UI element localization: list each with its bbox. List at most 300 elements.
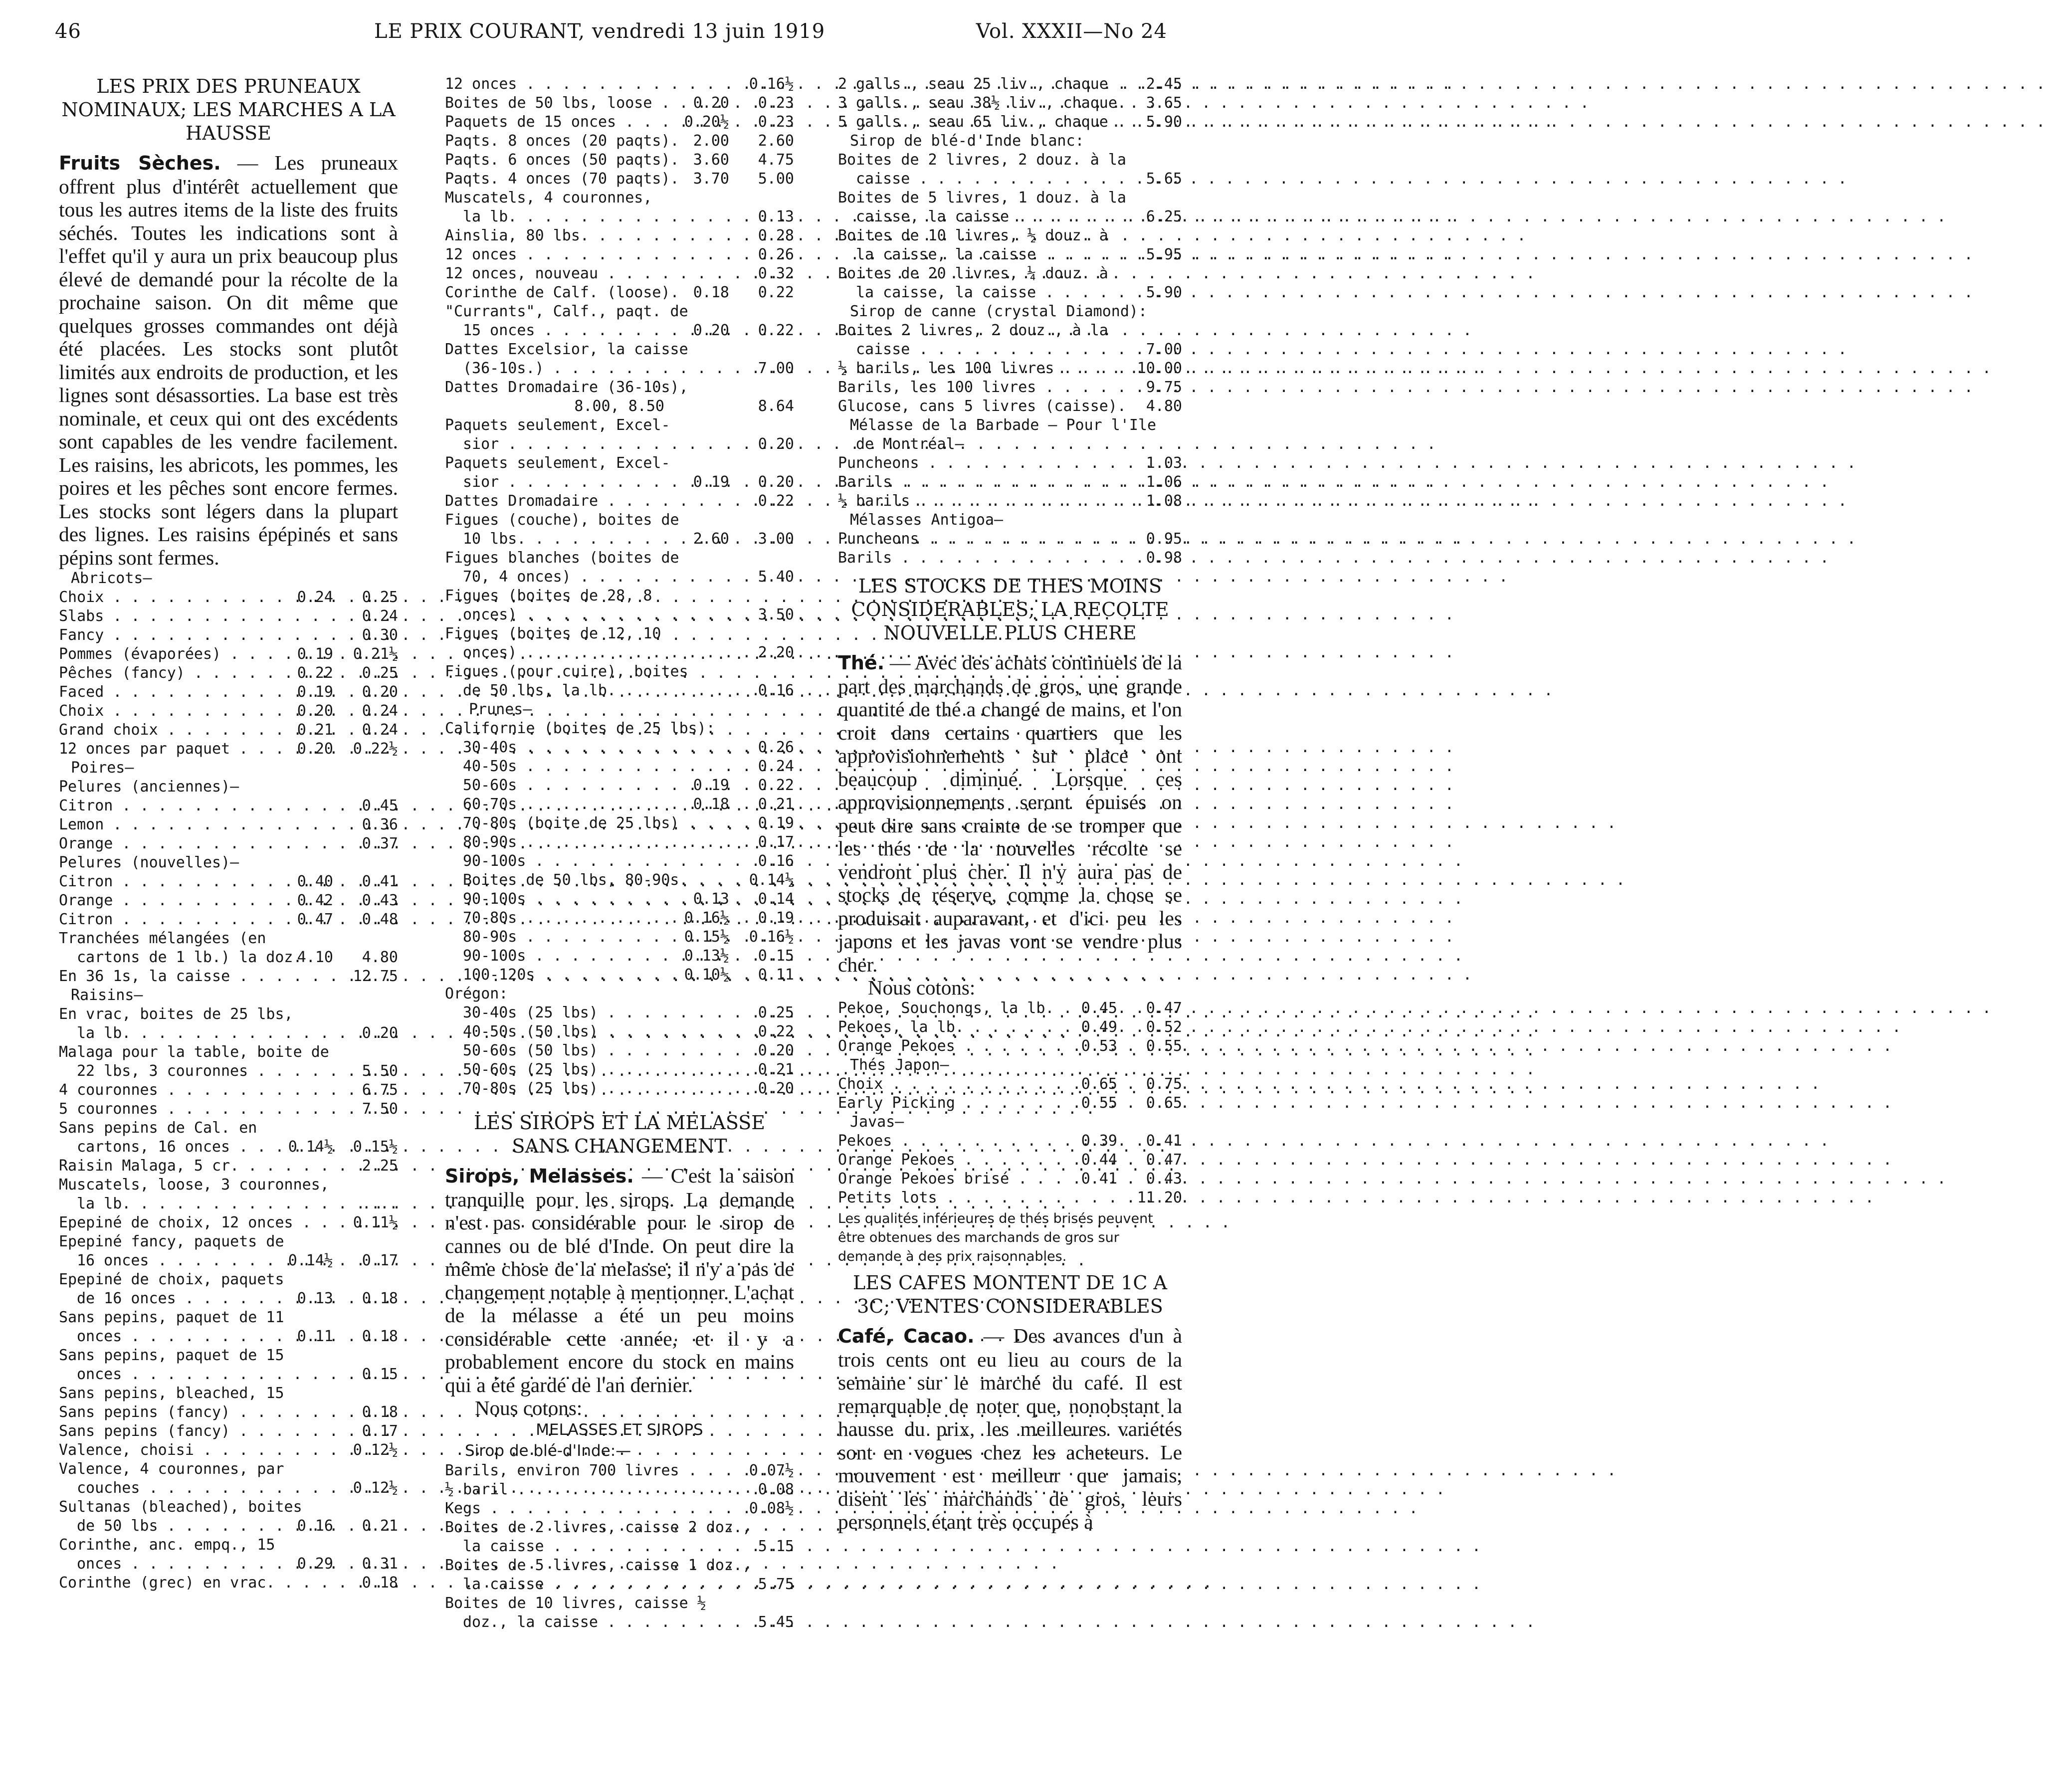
price-row xyxy=(59,1517,398,1536)
price-row xyxy=(838,132,1182,151)
article-body xyxy=(59,151,398,569)
item-label: Mélasse de la Barbade — Pour l'Ile xyxy=(850,416,1157,434)
price-row xyxy=(445,416,794,435)
price-high: 0.32 xyxy=(758,265,794,282)
price-high: 0.12½ xyxy=(353,1479,398,1497)
item-label: Epepiné de choix, 12 onces . . . xyxy=(59,1213,268,1232)
price-low: 0.49 xyxy=(1081,1018,1117,1036)
price-low: 0.19 xyxy=(693,473,729,491)
item-label: 3 galls., seau 38½ liv., chaque. xyxy=(838,94,1126,112)
price-row xyxy=(445,1518,794,1537)
price-row xyxy=(59,1213,398,1232)
price-high: 0.16½ xyxy=(749,75,794,93)
item-label: Boites de 2 livres, 2 douz. à la xyxy=(838,151,1126,169)
item-label: ½ barils, les 100 livres . . . xyxy=(838,359,1052,378)
price-row xyxy=(445,1556,794,1575)
column-1 xyxy=(59,75,398,1593)
item-label: 5 galls., seau 65 liv., chaque . . . xyxy=(838,113,1052,132)
item-label: Figues (boites de 12, 10 xyxy=(445,625,661,642)
item-label: Faced . . . xyxy=(59,683,268,702)
item-label: Pekoes, la lb. . . . xyxy=(838,1018,1052,1037)
item-label: Slabs . . . xyxy=(59,607,268,626)
price-row xyxy=(59,1270,398,1289)
item-label: Raisin Malaga, 5 cr. . . . xyxy=(59,1157,268,1176)
item-label: Choix . . . xyxy=(59,702,268,721)
item-label: Choix . . . xyxy=(59,588,268,607)
price-row xyxy=(445,170,794,189)
item-label: Abricots— xyxy=(71,570,152,587)
item-label: Poires— xyxy=(71,759,134,777)
price-high: 1.03 xyxy=(1146,454,1182,472)
price-high: 0.47 xyxy=(1146,1151,1182,1169)
price-row xyxy=(838,492,1182,511)
price-row xyxy=(445,1022,794,1041)
item-label: Petits lots . . . xyxy=(838,1189,1052,1207)
item-label: Paqts. 4 onces (70 paqts). xyxy=(445,170,679,188)
item-label: (36-10s.) . . . xyxy=(445,359,664,378)
price-high: 5.15 xyxy=(758,1538,794,1555)
price-high: 0.26 xyxy=(758,739,794,756)
price-low: 0.13½ xyxy=(684,947,729,965)
item-label: 80-90s . . . xyxy=(445,928,664,947)
price-row xyxy=(59,1043,398,1062)
price-high: 0.22 xyxy=(758,284,794,301)
article-text: — C'est la saison tranquille pour les sirops. La demande n'est pas considérable pour le sirop de cannes ou de blé d'Inde. On peut dire la même chose de la melasse; il n'y a pas de changement notable à mentionner. L'achat de la mélasse a été un peu moins considérable cette année, et il y a probablement encore du stock en mains qui a été gardé de l'an dernier. xyxy=(445,1164,795,1396)
price-row xyxy=(445,302,794,321)
item-label: sior . . . xyxy=(445,435,664,454)
price-high: 0.17 xyxy=(758,833,794,851)
price-row xyxy=(838,1189,1182,1207)
price-row xyxy=(838,530,1182,549)
price-high: 3.65 xyxy=(1146,94,1182,112)
price-row xyxy=(445,473,794,492)
price-high: 5.95 xyxy=(1146,246,1182,263)
price-high: 0.22 xyxy=(758,492,794,510)
price-low: 0.19 xyxy=(297,645,333,663)
price-high: 5.45 xyxy=(758,1613,794,1631)
price-high: 0.21 xyxy=(362,1517,398,1535)
price-row xyxy=(445,795,794,814)
article-lead: Thé. xyxy=(838,652,885,674)
item-label: 12 onces . . . xyxy=(445,75,664,94)
item-label: 80-90s . . . xyxy=(445,833,664,852)
price-row xyxy=(838,378,1182,397)
price-high: 5.00 xyxy=(758,170,794,188)
price-high: 0.22 xyxy=(758,777,794,794)
price-row xyxy=(445,1480,794,1499)
price-row xyxy=(59,1251,398,1270)
price-row xyxy=(59,1498,398,1517)
item-label: Boites de 50 lbs, 80-90s. . . . xyxy=(445,871,664,890)
price-row xyxy=(838,1056,1182,1075)
price-low: 0.18 xyxy=(693,284,729,301)
item-label: cartons de 1 lb.) la doz. xyxy=(77,949,302,966)
price-low: 0.41 xyxy=(1081,1170,1117,1188)
article-lead: Fruits Sèches. xyxy=(59,152,221,174)
item-label: Boites de 10 livres, ½ douz. à xyxy=(838,227,1108,244)
price-row xyxy=(59,1176,398,1195)
price-row xyxy=(838,283,1182,302)
price-row xyxy=(445,871,794,890)
item-label: la caisse, la caisse . . . xyxy=(838,283,1052,302)
price-high: 0.21 xyxy=(758,796,794,813)
price-high: 0.19 xyxy=(758,814,794,832)
price-high: 0.48 xyxy=(362,911,398,928)
price-high: 4.80 xyxy=(362,949,398,966)
price-row xyxy=(445,397,794,416)
price-row xyxy=(59,721,398,740)
price-row xyxy=(445,1575,794,1594)
price-row xyxy=(838,454,1182,473)
price-row xyxy=(59,759,398,778)
price-row xyxy=(838,94,1182,113)
price-low: 0.53 xyxy=(1081,1037,1117,1055)
item-label: Boites de 2 livres, caisse 2 doz., xyxy=(445,1519,752,1536)
price-low: 0.19 xyxy=(297,683,333,701)
article-text: — Avec des achats continuels de la part des marchands de gros, une grande quantité de thé a changé de mains, et l'on croit dans certains quartiers que les approvisionnements sur place ont beaucoup diminué. Lorsque ces approvisionnements seront épuisés on peut dire sans crainte de se tromper que les thés de la nouvelles récolte se vendront plus cher. Il n'y aura pas de stocks de réserve, comme la chose se produisait auparavant, et d'ici peu les japons et les javas vont se vendre plus cher. xyxy=(838,651,1183,976)
price-high: 2.45 xyxy=(1146,75,1182,93)
item-label: 50-60s (50 lbs) . . . xyxy=(445,1041,664,1060)
item-label: "Currants", Calf., paqt. de xyxy=(445,303,688,320)
price-low: 0.14½ xyxy=(288,1252,333,1269)
item-label: Figues (boites de 28, 8 xyxy=(445,587,652,604)
item-label: Valence, 4 couronnes, par xyxy=(59,1460,284,1478)
price-row xyxy=(838,321,1182,340)
item-label: 30-40s . . . xyxy=(445,738,664,757)
price-row xyxy=(445,151,794,170)
price-high: 0.17 xyxy=(362,1252,398,1269)
item-label: Valence, choisi . . . xyxy=(59,1441,268,1460)
price-row xyxy=(445,909,794,928)
item-label: Sans pepins, paquet de 15 xyxy=(59,1347,284,1364)
item-label: Mélasses Antigoa— xyxy=(850,511,1004,529)
item-label: 90-100s . . . xyxy=(445,947,664,966)
price-row xyxy=(59,1403,398,1422)
price-high: 0.15½ xyxy=(353,1138,398,1156)
item-label: onces . . . xyxy=(59,1365,268,1384)
price-high: 9.75 xyxy=(1146,379,1182,396)
item-label: En 36 1s, la caisse . . . xyxy=(59,967,268,986)
price-high: 0.14 xyxy=(758,890,794,908)
price-row xyxy=(59,626,398,645)
price-high: 0.37 xyxy=(362,835,398,852)
item-label: Barils, environ 700 livres . . . xyxy=(445,1461,664,1480)
item-label: Prunes— xyxy=(469,701,532,718)
price-low: 2.60 xyxy=(693,530,729,548)
item-label: Epepiné fancy, paquets de xyxy=(59,1233,284,1250)
price-high: 11.20 xyxy=(1137,1189,1182,1206)
item-label: Corinthe, anc. empq., 15 xyxy=(59,1536,275,1554)
price-row xyxy=(59,1100,398,1119)
price-low: 0.13 xyxy=(693,890,729,908)
price-high: 0.24 xyxy=(362,607,398,625)
price-row xyxy=(445,1079,794,1098)
price-high: 0.98 xyxy=(1146,549,1182,567)
price-row xyxy=(445,1060,794,1079)
item-label: Dattes Excelsior, la caisse xyxy=(445,341,688,358)
price-row xyxy=(445,283,794,302)
price-row xyxy=(59,1346,398,1365)
price-row xyxy=(445,985,794,1003)
price-high: 0.20 xyxy=(758,435,794,453)
price-row xyxy=(838,113,1182,132)
item-label: 8.00, 8.50 xyxy=(574,398,664,415)
column-2 xyxy=(445,75,794,1632)
price-row xyxy=(445,245,794,264)
price-low: 0.20 xyxy=(297,740,333,758)
price-row xyxy=(59,1024,398,1043)
price-high: 0.13 xyxy=(758,208,794,225)
price-row xyxy=(445,814,794,833)
item-label: Paquets seulement, Excel- xyxy=(445,416,670,434)
item-label: caisse, la caisse . . . xyxy=(838,207,1052,226)
item-label: 5 couronnes . . . xyxy=(59,1100,268,1119)
item-label: Muscatels, 4 couronnes, xyxy=(445,189,652,206)
item-label: Ainslia, 80 lbs. . . . xyxy=(445,226,664,245)
price-low: 0.24 xyxy=(297,589,333,606)
item-label: 30-40s (25 lbs) . . . xyxy=(445,1003,664,1022)
price-row xyxy=(838,473,1182,492)
article-headline: LES CAFES MONTENT DE 1C A 3C; VENTES CONSIDERABLES xyxy=(853,1272,1167,1317)
item-label: Malaga pour la table, boite de xyxy=(59,1043,329,1061)
price-row xyxy=(838,207,1182,226)
item-label: Fancy . . . xyxy=(59,626,268,645)
item-label: Boites de 5 livres, 1 douz. à la xyxy=(838,189,1126,206)
item-label: Tranchées mélangées (en xyxy=(59,930,266,947)
item-label: Orange Pekoes brisé . . . xyxy=(838,1170,1052,1189)
price-high: 0.30 xyxy=(362,626,398,644)
item-label: Puncheons . . . xyxy=(838,530,1052,549)
price-row xyxy=(445,605,794,624)
item-label: Boites de 5 livres, caisse 1 doz., xyxy=(445,1557,752,1574)
price-row xyxy=(59,1195,398,1213)
item-label: Corinthe (grec) en vrac. . . . xyxy=(59,1574,268,1593)
item-label: 4 couronnes . . . xyxy=(59,1081,268,1100)
price-low: 0.15½ xyxy=(684,928,729,946)
item-label: Early Picking . . . xyxy=(838,1094,1052,1113)
volume-number: Vol. XXXII—No 24 xyxy=(976,20,1167,43)
item-label: Orange . . . xyxy=(59,891,268,910)
price-row xyxy=(445,113,794,132)
price-row xyxy=(59,1138,398,1157)
item-label: 12 onces par paquet . . . xyxy=(59,740,268,759)
price-row xyxy=(445,511,794,530)
price-high: 0.08 xyxy=(758,1481,794,1498)
publication-title: LE PRIX COURANT, vendredi 13 juin 1919 xyxy=(374,20,825,43)
price-low: 0.42 xyxy=(297,892,333,909)
price-high: 0.20 xyxy=(758,1080,794,1097)
price-row xyxy=(59,1555,398,1574)
item-label: onces) . . . xyxy=(445,605,664,624)
price-list xyxy=(838,999,1182,1207)
item-label: Grand choix . . . xyxy=(59,721,268,740)
item-label: Figues (couche), boites de xyxy=(445,511,679,529)
price-row xyxy=(838,1037,1182,1056)
price-row xyxy=(838,75,1182,94)
column-3 xyxy=(838,75,1182,1534)
price-low: 0.21 xyxy=(297,721,333,739)
item-label: 70-80s (boite de 25 lbs) . . . xyxy=(445,814,664,833)
price-row xyxy=(445,340,794,359)
price-high: 0.18 xyxy=(362,1403,398,1421)
price-row xyxy=(445,624,794,643)
price-high: 5.75 xyxy=(758,1576,794,1593)
price-low: 0.47 xyxy=(297,911,333,928)
item-label: la caisse . . . xyxy=(445,1537,664,1556)
price-high: 0.31 xyxy=(362,1555,398,1573)
article-text: — Les pruneaux offrent plus d'intérêt actuellement que tous les autres items de la liste des fruits séchés. Toutes les indications sont à l'effet qu'il y aura un prix beaucoup plus élevé de demandé pour la récolte de la prochaine saison. On dit même que quelques grosses commandes ont déjà été placées. Les stocks sont plutôt limités aux endroits de production, et les lignes sont désassorties. La base est très nominale, et ceux qui ont des excédents sont capables de les vendre facilement. Les raisins, les abricots, les pommes, les poires et les pêches sont encore fermes. Les stocks sont légers dans la plupart des lignes. Les raisins épépinés et sans pépins sont fermes. xyxy=(59,151,398,569)
price-low: 0.16 xyxy=(297,1517,333,1535)
price-high: 5.90 xyxy=(1146,284,1182,301)
item-label: 70-80s (25 lbs) . . . xyxy=(445,1079,664,1098)
item-label: onces . . . xyxy=(59,1327,268,1346)
price-low: 0.39 xyxy=(1081,1132,1117,1150)
price-row xyxy=(59,1384,398,1403)
price-row xyxy=(838,170,1182,189)
price-low: 0.20 xyxy=(693,322,729,339)
item-label: Orange Pekoes . . . xyxy=(838,1037,1052,1056)
price-row xyxy=(445,226,794,245)
price-high: 8.64 xyxy=(758,398,794,415)
price-high: 0.15 xyxy=(362,1366,398,1383)
item-label: sior . . . xyxy=(445,473,664,492)
price-high: 0.18 xyxy=(362,1574,398,1592)
price-high: 0.47 xyxy=(1146,999,1182,1017)
price-high: 0.23 xyxy=(758,94,794,112)
price-row xyxy=(445,1499,794,1518)
price-high: 0.25 xyxy=(758,1004,794,1021)
item-label: Citron . . . xyxy=(59,910,268,929)
price-row xyxy=(838,397,1182,416)
price-row xyxy=(838,226,1182,245)
price-row xyxy=(445,94,794,113)
article-headline: LES SIROPS ET LA MELASSE SANS CHANGEMENT xyxy=(474,1112,765,1157)
price-row xyxy=(445,1594,794,1613)
price-high: 0.25 xyxy=(362,589,398,606)
price-low: 0.45 xyxy=(1081,999,1117,1017)
article-body xyxy=(838,1324,1182,1534)
item-label: Citron . . . xyxy=(59,872,268,891)
price-row xyxy=(445,587,794,605)
price-low: 0.22 xyxy=(297,664,333,682)
price-row xyxy=(59,853,398,872)
price-row xyxy=(59,834,398,853)
price-row xyxy=(445,1461,794,1480)
item-label: la lb. . . . xyxy=(59,1195,268,1213)
item-label: la caisse, la caisse . . . xyxy=(838,245,1052,264)
item-label: Pommes (évaporées) . . . xyxy=(59,645,268,664)
item-label: Raisins— xyxy=(71,987,143,1004)
price-high: 0.25 xyxy=(362,664,398,682)
price-row xyxy=(59,1574,398,1593)
item-label: caisse . . . xyxy=(838,340,1052,359)
price-low: 0.16½ xyxy=(684,909,729,927)
price-low: 0.18 xyxy=(693,796,729,813)
price-high: 2.60 xyxy=(758,132,794,150)
item-label: 15 onces . . . xyxy=(445,321,664,340)
price-high: 0.18 xyxy=(362,1328,398,1345)
price-high: 1.06 xyxy=(1146,473,1182,491)
price-row xyxy=(59,702,398,721)
price-low: 0.14½ xyxy=(288,1138,333,1156)
item-label: de 50 lbs . . . xyxy=(59,1517,268,1536)
price-high: 0.95 xyxy=(1146,530,1182,548)
item-label: 2 galls., seau 25 liv., chaque . . . xyxy=(838,75,1052,94)
price-row xyxy=(445,928,794,947)
item-label: Kegs . . . xyxy=(445,1499,664,1518)
item-label: Sans pepins, paquet de 11 xyxy=(59,1309,284,1326)
item-label: de Montréal— xyxy=(856,435,964,453)
price-row xyxy=(445,454,794,473)
price-low: 0.20½ xyxy=(684,113,729,131)
price-row xyxy=(59,1460,398,1479)
price-row xyxy=(838,435,1182,454)
item-label: Pekoe, Souchongs, la lb. . . . xyxy=(838,999,1052,1018)
price-row xyxy=(838,359,1182,378)
item-label: Barils, les 100 livres . . . xyxy=(838,378,1052,397)
price-high: 0.43 xyxy=(1146,1170,1182,1188)
price-row xyxy=(445,757,794,776)
price-low: 0.55 xyxy=(1081,1094,1117,1112)
item-label: Sultanas (bleached), boites xyxy=(59,1498,302,1516)
price-high: 0.17 xyxy=(362,1422,398,1440)
price-high: 7.50 xyxy=(362,1100,398,1118)
item-label: 90-100s . . . xyxy=(445,852,664,871)
price-high: 2.20 xyxy=(758,644,794,661)
price-row xyxy=(59,929,398,948)
price-row xyxy=(445,568,794,587)
item-label: Orégon: xyxy=(445,985,508,1002)
price-high: 7.00 xyxy=(758,360,794,377)
item-label: Pêches (fancy) . . . xyxy=(59,664,268,683)
price-row xyxy=(838,1113,1182,1132)
price-row xyxy=(445,1041,794,1060)
price-high: 0.22½ xyxy=(353,740,398,758)
price-row xyxy=(59,796,398,815)
price-row xyxy=(838,1132,1182,1151)
item-label: Muscatels, loose, 3 couronnes, xyxy=(59,1176,329,1194)
item-label: 40-50s . . . xyxy=(445,757,664,776)
item-label: 10 lbs. . . . xyxy=(445,530,664,549)
price-row xyxy=(838,999,1182,1018)
price-row xyxy=(445,207,794,226)
price-row xyxy=(445,852,794,871)
price-low: 0.20 xyxy=(693,94,729,112)
price-list xyxy=(59,569,398,1593)
price-row xyxy=(59,1441,398,1460)
item-label: Javas— xyxy=(850,1113,904,1131)
price-low: 0.44 xyxy=(1081,1151,1117,1169)
price-high: 0.21 xyxy=(758,1061,794,1078)
item-label: 100-120s . . . xyxy=(445,966,664,985)
price-row xyxy=(445,947,794,966)
article-headline: LES PRIX DES PRUNEAUX NOMINAUX; LES MARCHES A LA HAUSSE xyxy=(61,75,396,144)
price-row xyxy=(59,891,398,910)
price-row xyxy=(445,492,794,511)
price-high: 0.22 xyxy=(758,322,794,339)
price-high: 0.36 xyxy=(362,816,398,833)
item-label: ½ barils . . . xyxy=(838,492,1052,511)
item-label: Choix . . . xyxy=(838,1075,1052,1094)
price-row xyxy=(445,1537,794,1556)
item-label: Pelures (nouvelles)— xyxy=(59,854,239,871)
price-row xyxy=(838,264,1182,283)
price-row xyxy=(59,740,398,759)
price-row xyxy=(838,416,1182,435)
running-head xyxy=(55,20,1167,50)
price-high: 5.90 xyxy=(1146,113,1182,131)
price-high: 0.65 xyxy=(1146,1094,1182,1112)
